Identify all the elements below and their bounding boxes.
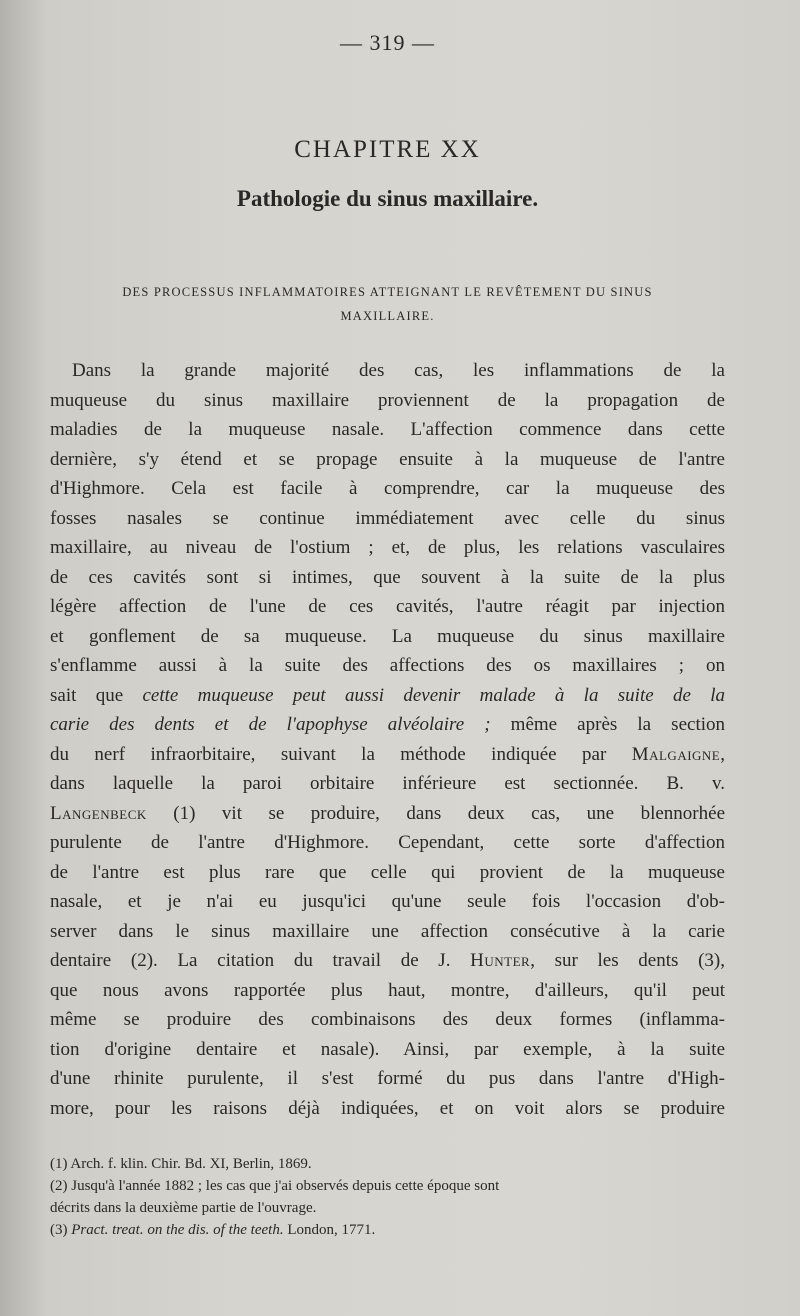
text-fragment: , xyxy=(720,743,725,765)
text-line: légère affection de l'une de ces cavités, l'autre réagit par injection xyxy=(50,596,725,617)
text-line xyxy=(50,946,725,976)
text-fragment: sait que xyxy=(50,684,143,706)
text-line: fosses nasales se continue immédiatement avec celle du sinus xyxy=(50,507,725,529)
footnote-3 xyxy=(50,1219,725,1241)
text-line: maladies de la muqueuse nasale. L'affection commence dans cette xyxy=(50,419,725,440)
text-fragment: du nerf infraorbitaire, suivant la méthode indiquée par xyxy=(50,743,632,765)
text-line: s'enflamme aussi à la suite des affections des os maxillaires ; on xyxy=(50,655,725,676)
text-fragment: (1) vit se produire, dans deux cas, une blennorhée xyxy=(146,802,725,824)
text-line: nasale, et je n'ai eu jusqu'ici qu'une seule fois l'occasion d'ob- xyxy=(50,891,725,912)
text-line: dernière, s'y étend et se propage ensuite à la muqueuse de l'antre xyxy=(50,448,725,470)
text-line xyxy=(50,799,725,829)
text-fragment: même après la section xyxy=(490,714,725,735)
footnote-2-continued: décrits dans la deuxième partie de l'ouvrage. xyxy=(50,1200,317,1216)
text-line: server dans le sinus maxillaire une affection consécutive à la carie xyxy=(50,920,725,942)
text-line: dans laquelle la paroi orbitaire inférieure est sectionnée. B. v. xyxy=(50,773,725,794)
author-name: Malgaigne xyxy=(631,743,721,765)
text-fragment: London, 1771. xyxy=(283,1222,376,1238)
footnote-2: (2) Jusqu'à l'année 1882 ; les cas que j'ai observés depuis cette époque sont xyxy=(50,1178,500,1194)
text-line: même se produire des combinaisons des deux formes (inflamma- xyxy=(50,1009,725,1030)
body-paragraph xyxy=(50,356,725,1123)
text-line: tion d'origine dentaire et nasale). Ainsi, par exemple, à la suite xyxy=(50,1038,725,1060)
chapter-title: Pathologie du sinus maxillaire. xyxy=(236,186,539,211)
page-content xyxy=(50,30,725,1241)
text-line: de l'antre est plus rare que celle qui provient de la muqueuse xyxy=(50,861,725,883)
italic-text: Pract. treat. on the dis. of the teeth. xyxy=(71,1222,284,1238)
italic-text: carie des dents et de l'apophyse alvéolaire ; xyxy=(50,714,491,735)
author-name: Langenbeck xyxy=(50,802,147,824)
italic-text: cette muqueuse peut aussi devenir malade à la suite de la xyxy=(142,684,725,706)
text-line: more, pour les raisons déjà indiquées, et on voit alors se produire xyxy=(50,1097,725,1119)
text-line: purulente de l'antre d'Highmore. Cependant, cette sorte d'affection xyxy=(50,832,725,853)
text-line: que nous avons rapportée plus haut, montre, d'ailleurs, qu'il peut xyxy=(50,979,725,1001)
text-line: d'Highmore. Cela est facile à comprendre, car la muqueuse des xyxy=(50,478,725,499)
text-fragment: (3) xyxy=(50,1222,72,1238)
text-line xyxy=(50,710,725,740)
text-line: et gonflement de sa muqueuse. La muqueuse du sinus maxillaire xyxy=(50,625,725,647)
chapter-heading: CHAPITRE XX xyxy=(294,136,481,163)
section-heading-line: DES PROCESSUS INFLAMMATOIRES ATTEIGNANT LE REVÊTEMENT DU SINUS xyxy=(122,285,653,299)
section-heading xyxy=(50,280,725,328)
text-line: Dans la grande majorité des cas, les inflammations de la xyxy=(72,360,725,381)
text-line xyxy=(50,681,725,711)
text-fragment: dentaire (2). La citation du travail de J. xyxy=(50,950,471,971)
text-line: d'une rhinite purulente, il s'est formé du pus dans l'antre d'High- xyxy=(50,1068,725,1089)
text-line: maxillaire, au niveau de l'ostium ; et, de plus, les relations vasculaires xyxy=(50,537,725,558)
page-number: — 319 — xyxy=(340,30,435,55)
footnote-1: (1) Arch. f. klin. Chir. Bd. XI, Berlin, 1869. xyxy=(50,1156,312,1172)
section-heading-line: MAXILLAIRE. xyxy=(340,309,435,323)
author-name: Hunter xyxy=(470,950,531,971)
text-line: de ces cavités sont si intimes, que souvent à la suite de la plus xyxy=(50,566,725,588)
footnotes xyxy=(50,1153,725,1241)
text-line: muqueuse du sinus maxillaire proviennent de la propagation de xyxy=(50,389,725,411)
text-line xyxy=(50,740,725,770)
text-fragment: , sur les dents (3), xyxy=(530,950,725,971)
